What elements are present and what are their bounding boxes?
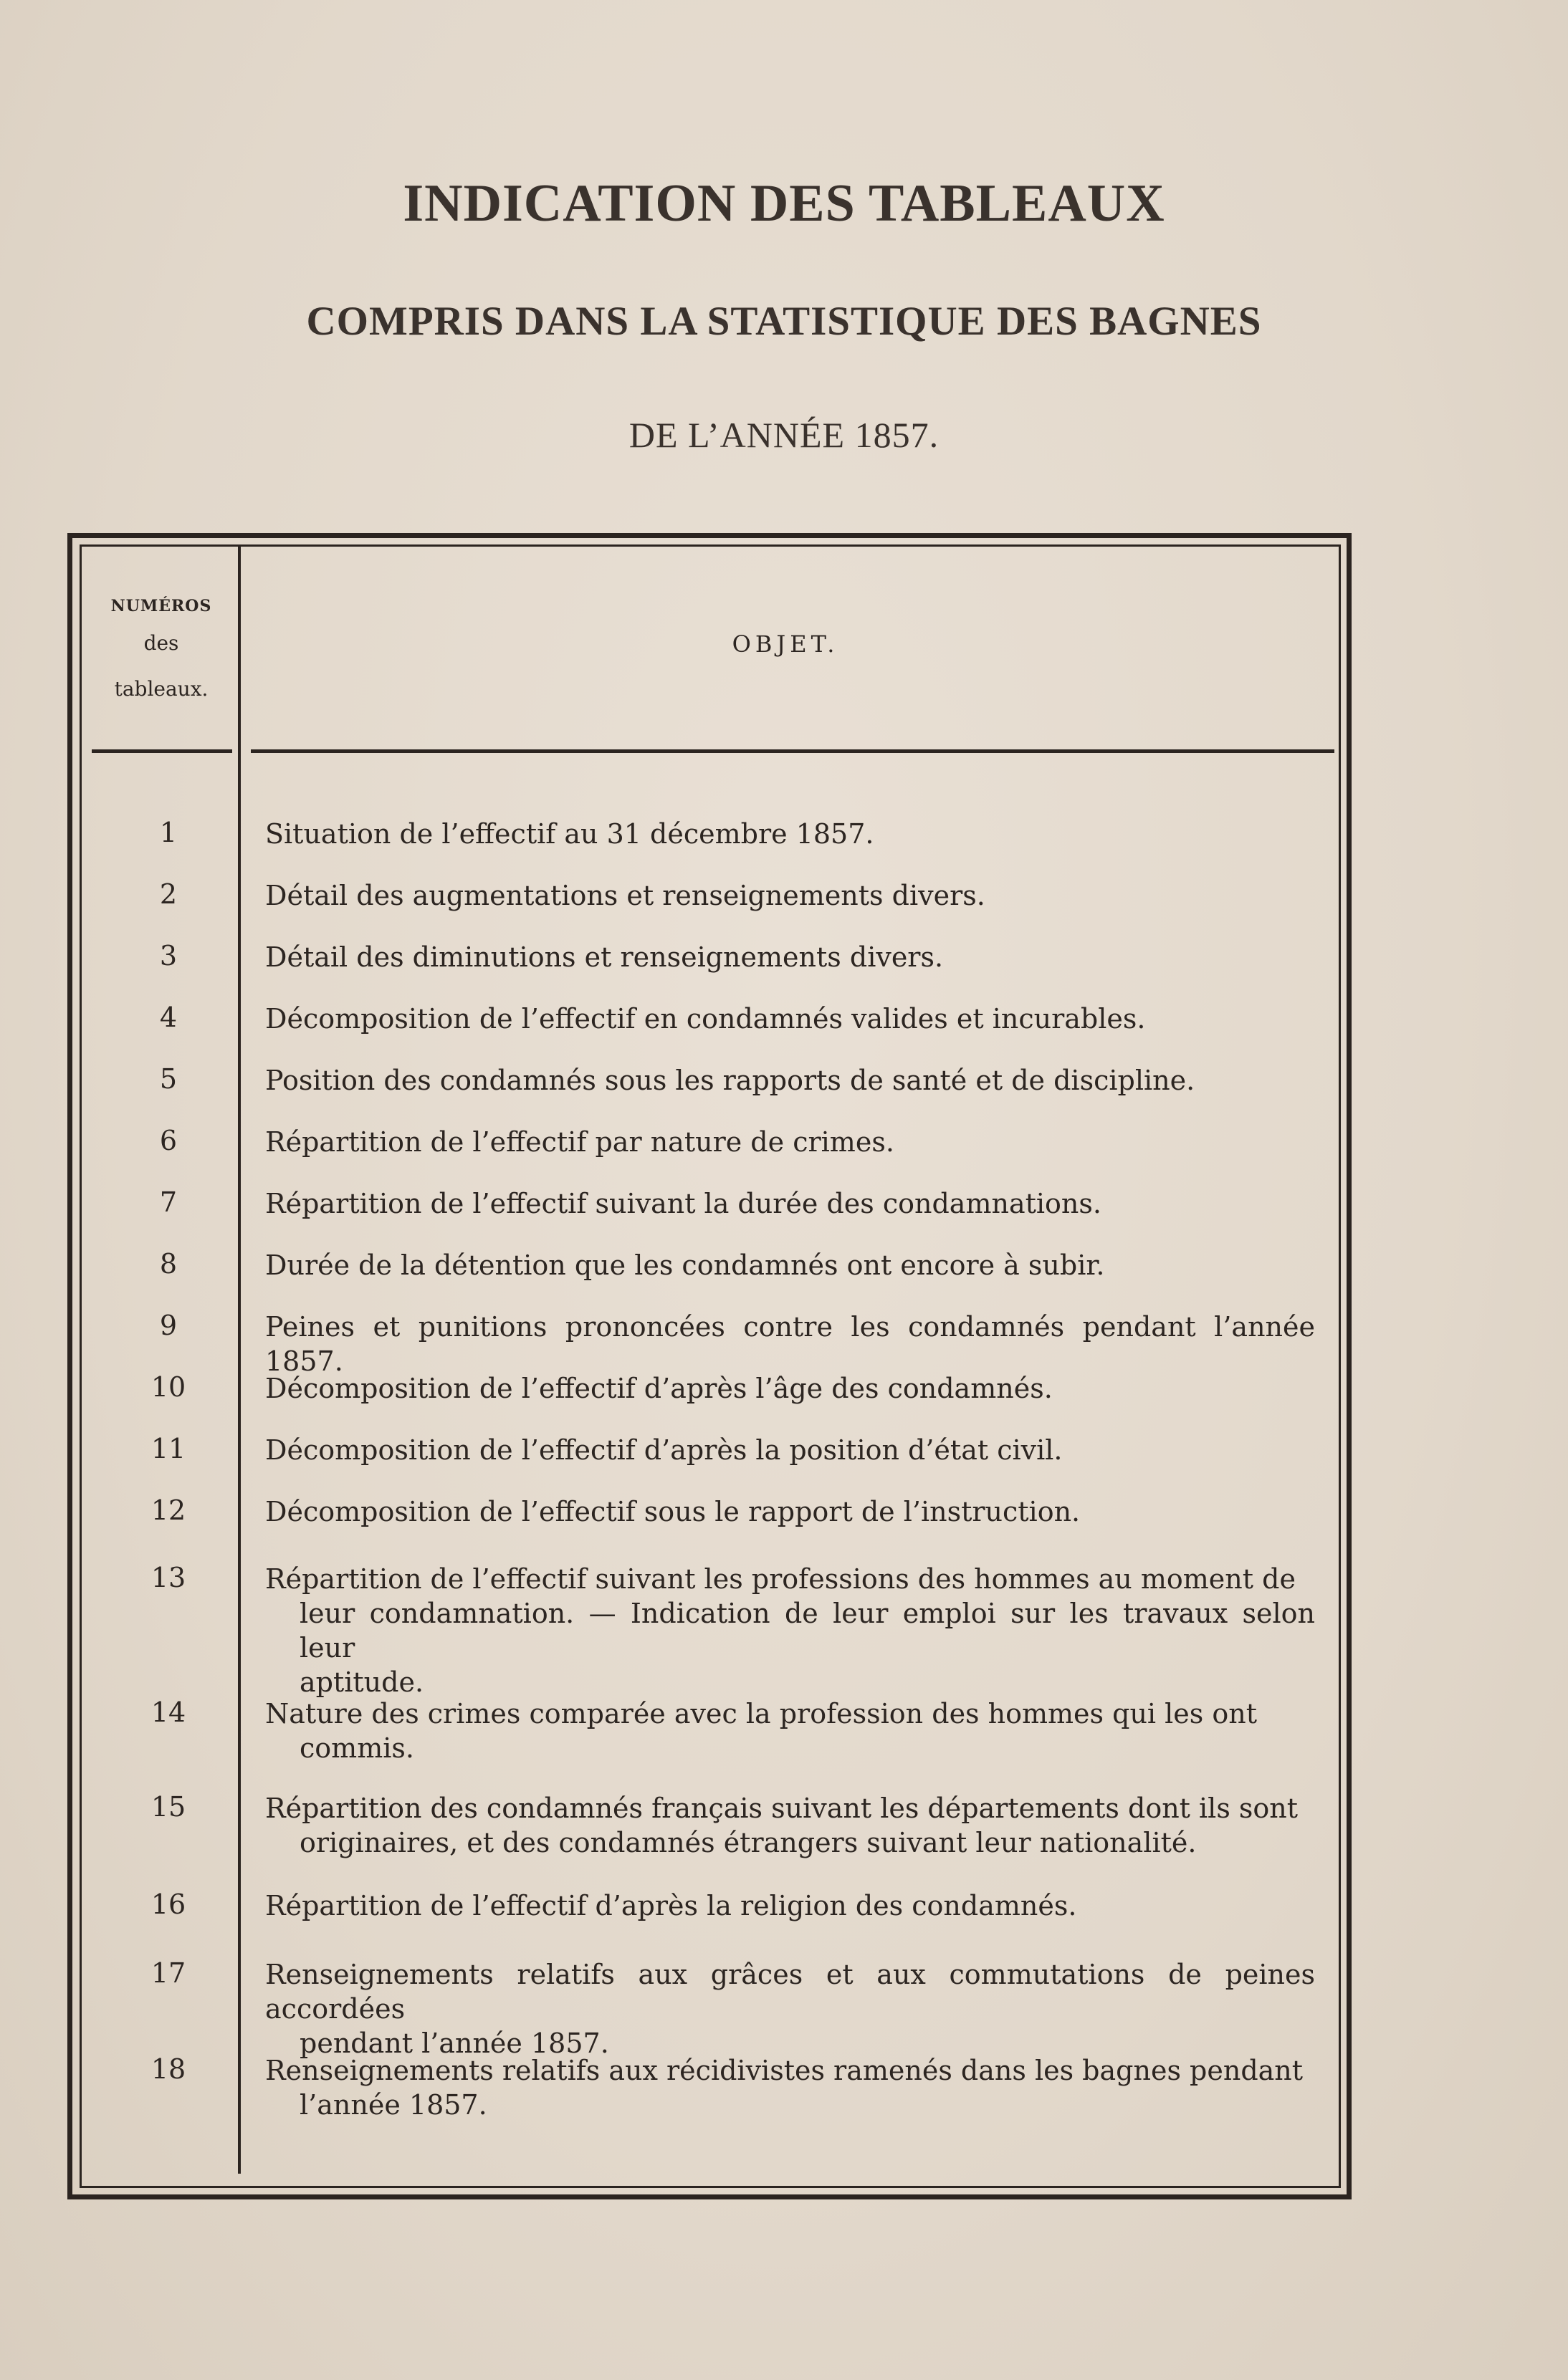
description-line: Situation de l’effectif au 31 décembre 1857. [265,818,874,850]
description-line: Détail des augmentations et renseignements divers. [265,880,985,911]
header-rule-left [92,749,232,753]
table-number: 13 [150,1562,186,1593]
table-number: 10 [150,1371,186,1403]
column-header-objet: OBJET. [732,630,839,658]
table-number: 14 [150,1697,186,1728]
table-number: 11 [150,1433,186,1464]
description-line: Répartition de l’effectif d’après la religion des condamnés. [265,1890,1077,1921]
description-line: Répartition de l’effectif par nature de crimes. [265,1126,894,1158]
description-line: Répartition de l’effectif suivant la durée des condamnations. [265,1188,1101,1219]
description-line: Renseignements relatifs aux grâces et aux commutations de peines accordées [265,1959,1315,2025]
description-line: leur condamnation. — Indication de leur emploi sur les travaux selon leur [300,1598,1315,1664]
table-number: 9 [159,1310,178,1341]
column-header-line: des [143,631,179,655]
table-description [265,1957,1315,2060]
table-description [265,817,1315,851]
column-header-line: tableaux. [114,677,209,701]
description-line: Renseignements relatifs aux récidivistes ramenés dans les bagnes pendant [265,2055,1304,2086]
description-line: Détail des diminutions et renseignements divers. [265,941,944,973]
description-line: Nature des crimes comparée avec la profession des hommes qui les ont [265,1698,1257,1729]
page-subtitle-year: DE L’ANNÉE 1857. [628,415,940,455]
table-description [265,1889,1315,1923]
column-divider [238,546,241,2174]
description-line: l’année 1857. [300,2089,487,2121]
description-line: Répartition des condamnés français suivant les départements dont ils sont [265,1793,1299,1824]
table-description [265,1310,1315,1378]
table-description [265,1494,1315,1529]
description-line: pendant l’année 1857. [300,2028,609,2059]
table-description [265,1063,1315,1098]
description-line: Peines et punitions prononcées contre les condamnés pendant l’année 1857. [265,1311,1315,1377]
table-description [265,1186,1315,1221]
table-number: 12 [150,1494,186,1526]
description-line: Répartition de l’effectif suivant les professions des hommes au moment de [265,1563,1296,1595]
description-line: Décomposition de l’effectif d’après l’âge des condamnés. [265,1373,1053,1404]
description-line: Durée de la détention que les condamnés ont encore à subir. [265,1249,1105,1281]
table-description [265,1433,1315,1467]
description-line: Décomposition de l’effectif sous le rapport de l’instruction. [265,1496,1081,1527]
table-number: 5 [159,1063,178,1095]
description-line: Décomposition de l’effectif en condamnés valides et incurables. [265,1003,1146,1035]
table-number: 3 [159,940,178,971]
table-description [265,1125,1315,1159]
description-line: Position des condamnés sous les rapports de santé et de discipline. [265,1065,1195,1096]
description-line: originaires, et des condamnés étrangers suivant leur nationalité. [300,1827,1197,1858]
table-number: 7 [159,1186,178,1218]
description-line: Décomposition de l’effectif d’après la position d’état civil. [265,1434,1063,1466]
table-number: 15 [150,1791,186,1823]
table-description [265,1791,1315,1860]
column-header-line: NUMÉROS [110,597,212,615]
table-number: 6 [159,1125,178,1156]
table-description [265,1562,1315,1699]
table-number: 4 [159,1002,178,1033]
table-description [265,1697,1315,1765]
table-description [265,878,1315,913]
table-number: 16 [150,1889,186,1920]
table-number: 17 [150,1957,186,1989]
table-description [265,940,1315,974]
table-description [265,1002,1315,1036]
page-subtitle: COMPRIS DANS LA STATISTIQUE DES BAGNES [306,299,1262,344]
description-line: aptitude. [300,1666,424,1698]
table-number: 18 [150,2053,186,2085]
table-number: 8 [159,1248,178,1280]
column-header-numeros [86,592,236,712]
table-description [265,1248,1315,1282]
table-number: 1 [159,817,178,848]
table-number: 2 [159,878,178,910]
page-title: INDICATION DES TABLEAUX [403,174,1165,233]
header-rule-right [251,749,1334,753]
description-line: commis. [300,1732,414,1764]
table-description [265,1371,1315,1406]
table-description [265,2053,1315,2122]
